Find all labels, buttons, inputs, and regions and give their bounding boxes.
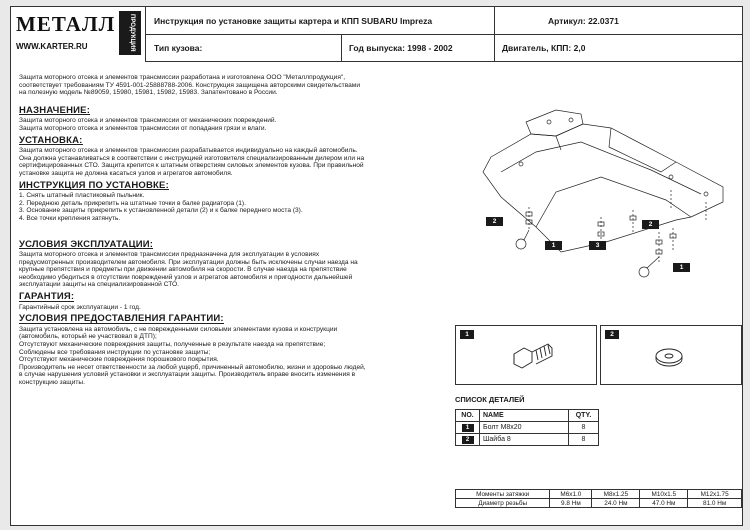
text-line: Отсутствуют механические повреждения защиты, полученные в результате наезда на препятствие; [19,341,326,349]
text-column [19,74,449,387]
skid-plate-rib [609,128,676,172]
header-divider [146,34,742,35]
panel-number: 2 [605,330,619,339]
front-plate-outline [526,110,583,136]
table-row [456,490,742,499]
text-line: (автомобиль, который не участвовал в ДТП); [19,333,157,341]
skid-plate-fold [501,142,701,194]
drawing-label: 2 [486,217,503,226]
section-title-warranty: ГАРАНТИЯ: [19,291,75,303]
bolt-icon [506,336,556,381]
text-line: Отсутствуют механические повреждения порошкового покрытия. [19,356,219,364]
part-name: Болт М8х20 [480,422,569,434]
torque-cell: 9.8 Нм [550,499,592,508]
table-row [456,499,742,508]
section-instructions [19,192,449,222]
step-line: 2. Переднюю деталь прикрепить на штатные точки в балке радиатора (1). [19,199,246,207]
text-line: Соблюдены все требования инструкции по установке защиты; [19,348,211,356]
torque-cell: 47.0 Нм [640,499,688,508]
drawing-label: 2 [642,220,659,229]
torque-cell: М10х1.5 [640,490,688,499]
logo-word: МЕТАЛЛ [16,12,116,36]
text-line: конструкцию защиты. [19,379,85,386]
torque-cell: 24.0 Нм [592,499,640,508]
step-line: 3. Основание защиты прикрепить к установленной детали (2) и к балке переднего моста (3). [19,207,303,215]
column-header: NO. [456,410,480,422]
drawing-label: 1 [545,241,562,250]
skid-plate-fold [536,177,691,227]
text-line: установке защита не должна касаться узлов и агрегатов автомобиля. [19,169,233,177]
production-years: Год выпуска: 1998 - 2002 [349,43,453,53]
section-installation [19,147,449,177]
text-line: Защита моторного отсека и элементов трансмиссии от попадания грязи и влаги. [19,124,267,132]
torque-cell: Моменты затяжки [456,490,550,499]
parts-list-title: СПИСОК ДЕТАЛЕЙ [455,395,525,404]
step-line: 1. Снять штатный пластиковый пыльник. [19,192,145,200]
part-qty: 8 [569,434,599,446]
section-title-operation: УСЛОВИЯ ЭКСПЛУАТАЦИИ: [19,238,154,250]
table-row [456,434,599,446]
step-line: 4. Все точки крепления затянуть. [19,214,121,222]
engine-gearbox: Двигатель, КПП: 2,0 [502,43,586,53]
part-panel-bolt [455,325,597,385]
body-type: Тип кузова: [154,43,203,53]
part-number: 2 [462,436,474,444]
text-line: Защита установлена на автомобиль, с не поврежденными силовыми элементами кузова и конструкции [19,325,338,333]
text-line: необходимо убедиться в отсутствии повреждений узлов и агрегатов автомобиля и пригодности дальнейшей [19,273,353,281]
intro-line: Защита моторного отсека и элементов трансмиссии разработана и изготовлена ООО "Металлпродукция", [19,74,346,81]
table-row [456,422,599,434]
section-title-instructions: ИНСТРУКЦИЯ ПО УСТАНОВКЕ: [19,179,169,191]
text-line: предусмотренных производителем автомобиля. При эксплуатации должны быть исключены случаи наезда на [19,258,358,266]
part-panel-washer [600,325,742,385]
section-warranty-terms [19,326,449,387]
text-line: эксплуатации защиты на специализированной СТО. [19,281,179,289]
header-divider [494,7,495,34]
logo-url: WWW.KARTER.RU [16,42,88,51]
skid-plate-outline [483,124,723,252]
drawing-label: 3 [589,241,606,250]
section-purpose [19,117,449,132]
panel-number: 1 [460,330,474,339]
parts-table [455,409,599,446]
section-title-warranty-terms: УСЛОВИЯ ПРЕДОСТАВЛЕНИЯ ГАРАНТИИ: [19,313,224,325]
intro-line: соответствует требованиям ТУ 4591-001-25888788-2006. Конструкция защищена авторскими свидетельствами [19,81,361,89]
torque-cell: М6х1.0 [550,490,592,499]
part-name: Шайба 8 [480,434,569,446]
logo-vertical-text: ПРОДУКЦИЯ [129,14,135,52]
section-title-purpose: НАЗНАЧЕНИЕ: [19,104,91,116]
skid-plate-rib [556,136,561,150]
text-line: крупные препятствия и предметы при движении автомобиля на скорости. В случае наезда на препятствие [19,266,347,274]
header [11,7,742,62]
text-line: Защита моторного отсека и элементов трансмиссии от механических повреждений. [19,117,277,125]
assembly-drawing [461,102,741,317]
column-header: QTY. [569,410,599,422]
part-qty: 8 [569,422,599,434]
section-title-installation: УСТАНОВКА: [19,134,83,146]
torque-table [455,489,742,508]
column-header: NAME [480,410,569,422]
torque-cell: Диаметр резьбы [456,499,550,508]
document-title: Инструкция по установке защиты картера и КПП SUBARU Impreza [154,16,433,26]
text-line: сертифицированных СТО. Защита крепится к штатным отверстиям силовых элементов кузова. При правильной [19,162,364,170]
drawing-label: 1 [673,263,690,272]
header-divider [341,34,342,62]
table-header-row [456,410,599,422]
section-warranty [19,304,449,312]
torque-cell: 81.0 Нм [688,499,742,508]
text-line: Она должна устанавливаться в соответствии с инструкцией изготовителя специализированным дилером или на [19,154,365,162]
text-line: Производитель не несет ответственности за любой ущерб, причиненный автомобилю, жизни и здоровью людей, [19,363,366,371]
part-number: 1 [462,424,474,432]
torque-cell: М8х1.25 [592,490,640,499]
intro-paragraph [19,74,449,97]
article-number: Артикул: 22.0371 [548,16,619,26]
instruction-sheet [10,6,743,526]
logo-emblem-icon [119,11,141,55]
torque-cell: М12х1.75 [688,490,742,499]
text-line: Защита моторного отсека и элементов трансмиссии разрабатывается индивидуально на каждый автомобиль. [19,147,358,155]
washer-icon [649,344,689,372]
text-line: Гарантийный срок эксплуатации - 1 год. [19,303,141,311]
company-logo [11,7,146,62]
section-operation [19,251,449,289]
intro-line: на полезную модель №89059, 15980, 15981, 15982, 15983. Запатентовано в России. [19,89,278,97]
header-divider [494,34,495,62]
text-line: Защита моторного отсека и элементов трансмиссии предназначена для эксплуатации в условиях [19,251,320,259]
text-line: в случае нарушения условий установки и эксплуатации защиты. Производитель вправе вносить изменения в [19,371,356,379]
